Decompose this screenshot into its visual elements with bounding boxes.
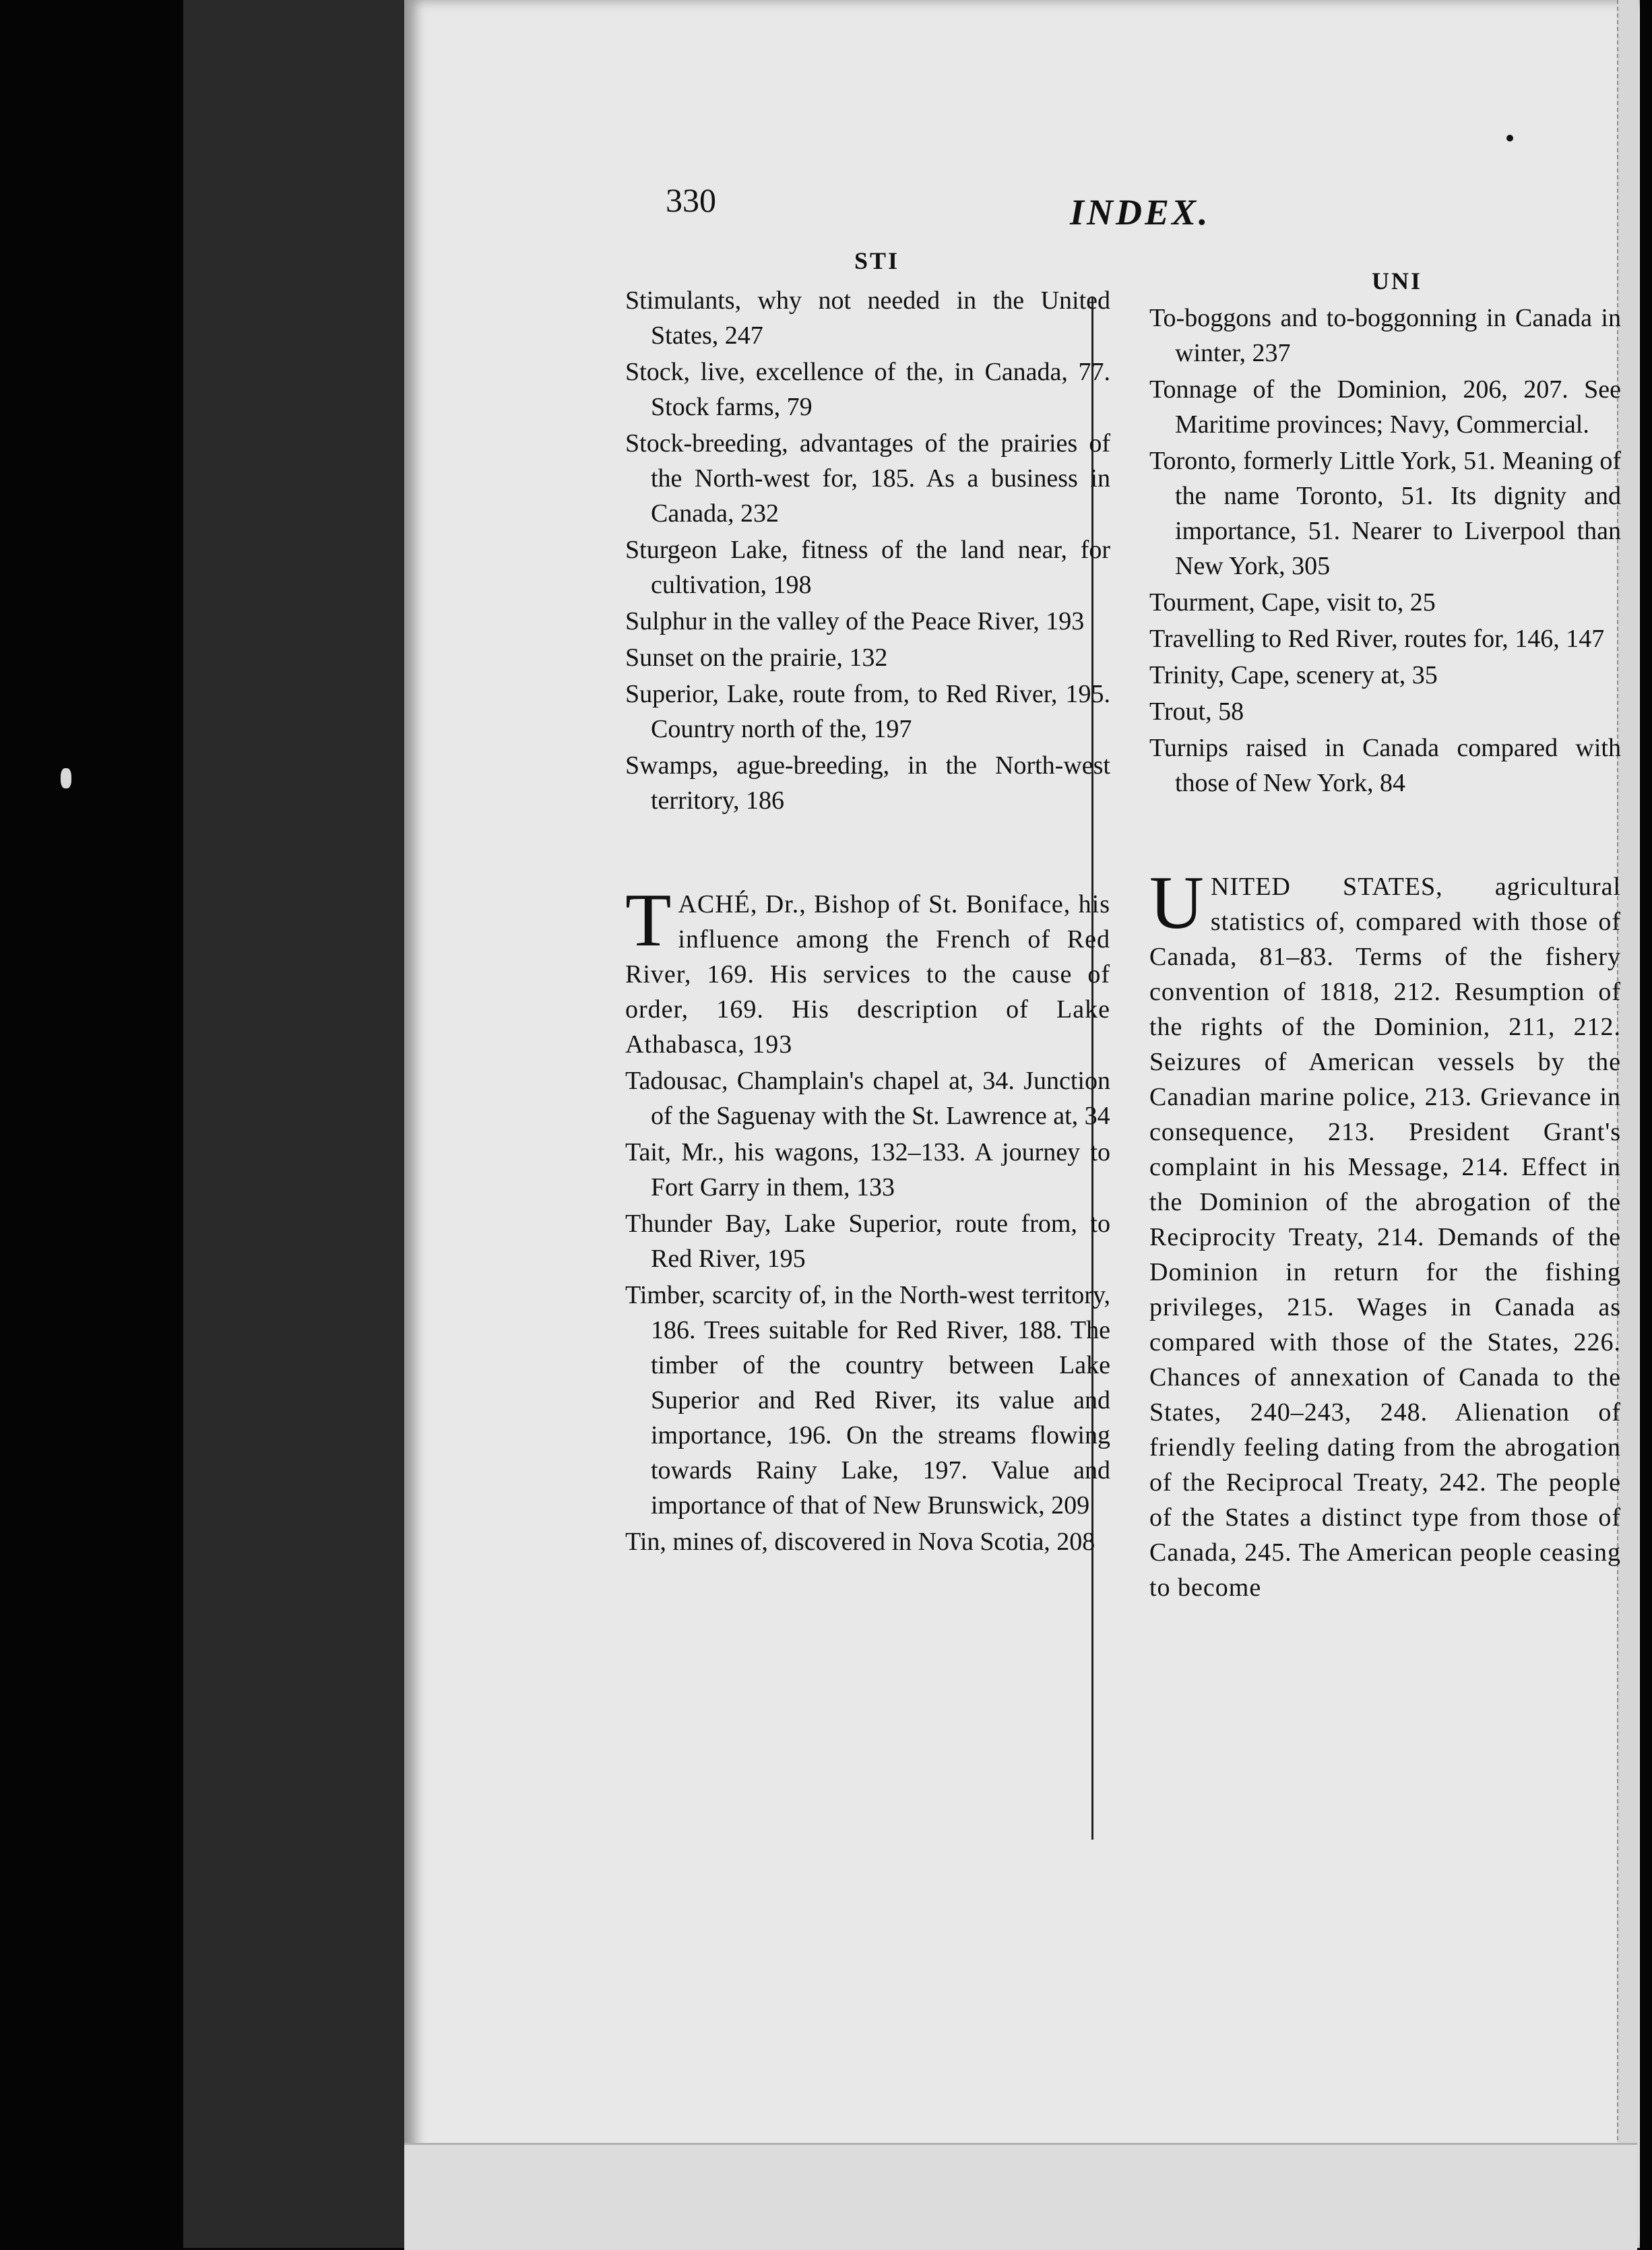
index-entry: Tadousac, Champlain's chapel at, 34. Junction of the Saguenay with the St. Lawrence at, 34 — [625, 1067, 1110, 1130]
page-number: 330 — [666, 181, 716, 219]
index-entry: Stimulants, why not needed in the United States, 247 — [625, 286, 1110, 350]
left-column — [625, 283, 1110, 1561]
index-entry: Stock, live, excellence of the, in Canada, 77. Stock farms, 79 — [625, 358, 1110, 421]
left-guide-word: STI — [854, 247, 900, 274]
dropcap-u: U — [1149, 861, 1204, 945]
first-entry-text: NITED STATES, agricultural statistics of, compared with those of Canada, 81–83. Terms of the fishery convention of 1818, 212. Resumption of the rights of the Dominion, 211, 212. Seizures of American vessels by the Canadian marine police, 213. Grievance in consequence, 213. President Grant's complaint in his Message, 214. Effect in the Dominion of the abrogation of the Reciprocity Treaty, 214. Demands of the Dominion in return for the fishing privileges, 215. Wages in Canada as compared with those of the States, 226. Chances of annexation of Canada to the States, 240–243, 248. Alienation of friendly feeling dating from the abrogation of the Reciprocal Treaty, 242. The people of the States a distinct type from those of Canada, 245. The American people ceasing to become — [1149, 873, 1621, 1602]
index-entry: Trinity, Cape, scenery at, 35 — [1149, 661, 1438, 689]
index-entry: Sulphur in the valley of the Peace River, 193 — [625, 607, 1085, 635]
index-entry: Tait, Mr., his wagons, 132–133. A journey to Fort Garry in them, 133 — [625, 1138, 1110, 1201]
index-entry: Tourment, Cape, visit to, 25 — [1149, 588, 1436, 617]
index-entry: Travelling to Red River, routes for, 146, 147 — [1149, 625, 1605, 653]
index-entry: Toronto, formerly Little York, 51. Meaning of the name Toronto, 51. Its dignity and importance, 51. Nearer to Liverpool than New York, 305 — [1149, 447, 1621, 580]
index-entry: Stock-breeding, advantages of the prairies of the North-west for, 185. As a business in Canada, 232 — [625, 429, 1110, 528]
index-entry: Superior, Lake, route from, to Red River, 195. Country north of the, 197 — [625, 680, 1110, 743]
index-entry: Sturgeon Lake, fitness of the land near, for cultivation, 198 — [625, 536, 1110, 599]
section-first-entry — [625, 879, 1110, 1062]
first-entry-text: ACHÉ, Dr., Bishop of St. Boniface, his influence among the French of Red River, 169. His services to the cause of order, 169. His description of Lake Athabasca, 193 — [625, 890, 1110, 1059]
index-entry: Trout, 58 — [1149, 697, 1244, 726]
section-gap — [625, 819, 1110, 887]
right-column — [1149, 301, 1621, 1606]
index-entry: Tonnage of the Dominion, 206, 207. See Maritime provinces; Navy, Commercial. — [1149, 375, 1621, 439]
page-bottom-edge — [404, 2143, 1637, 2250]
right-guide-word: UNI — [1372, 268, 1423, 294]
scan-dot — [1506, 135, 1513, 142]
index-entry: Tin, mines of, discovered in Nova Scotia, 208 — [625, 1528, 1095, 1556]
index-entry: Sunset on the prairie, 132 — [625, 644, 888, 672]
section-first-entry — [1149, 861, 1621, 1605]
section-gap — [1149, 802, 1621, 869]
page-title: INDEX. — [1070, 192, 1211, 232]
index-entry: Turnips raised in Canada compared with those of New York, 84 — [1149, 734, 1621, 797]
scan-speck — [61, 768, 71, 788]
index-entry: Thunder Bay, Lake Superior, route from, to Red River, 195 — [625, 1210, 1110, 1273]
index-entry: Timber, scarcity of, in the North-west territory, 186. Trees suitable for Red River, 188. The timber of the country between Lake Superior and Red River, its value and importance, 196. On the streams flowing towards Rainy Lake, 197. Value and importance of that of New Brunswick, 209 — [625, 1281, 1110, 1520]
index-entry: To-boggons and to-boggonning in Canada in winter, 237 — [1149, 304, 1621, 367]
index-entry: Swamps, ague-breeding, in the North-west territory, 186 — [625, 751, 1110, 815]
dropcap-t: T — [625, 879, 672, 962]
